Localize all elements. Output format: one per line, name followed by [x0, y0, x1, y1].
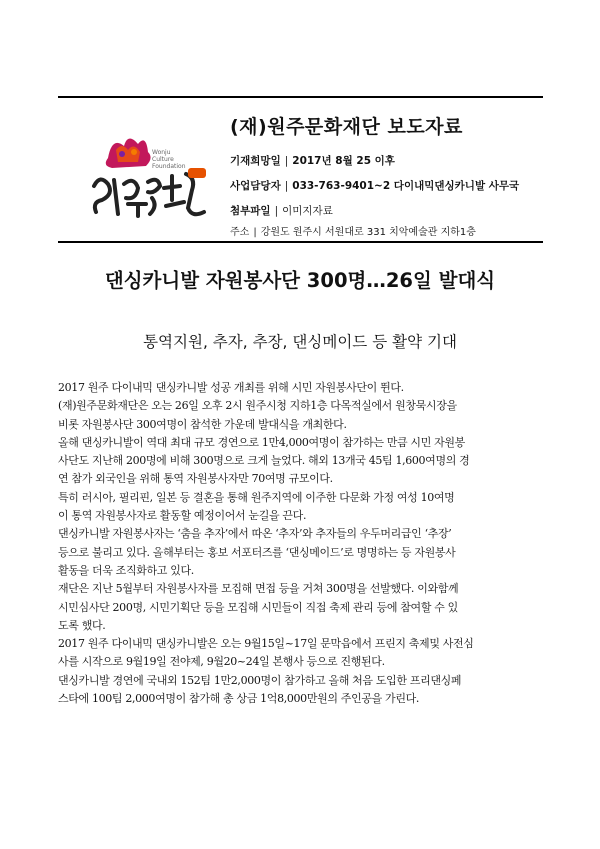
header-bottom-rule [58, 241, 543, 243]
meta-row-contact [230, 178, 519, 193]
body-line: 사를 시작으로 9월19일 전야제, 9월20~24일 본행사 등으로 진행된다. [58, 655, 385, 669]
body-line: 사단도 지난해 200명에 비해 300명으로 크게 늘었다. 해외 13개국 45팀 1,600여명의 경 [58, 454, 470, 468]
meta-value: 033-763-9401~2 다이내믹댄싱카니발 사무국 [292, 180, 520, 192]
press-release-org-title: (재)원주문화재단 보도자료 [230, 116, 463, 138]
body-line: 올해 댄싱카니발이 역대 최대 규모 경연으로 1만4,000여명이 참가하는 만큼 시민 자원봉 [58, 435, 465, 449]
meta-row-address [230, 223, 476, 238]
meta-row-attachment [230, 203, 333, 218]
meta-key: 주소 [230, 227, 250, 238]
meta-separator: | [274, 205, 279, 217]
body-line: 활동을 더욱 조직화하고 있다. [58, 563, 194, 577]
meta-key: 첨부파일 [230, 205, 271, 217]
body-line: 2017 원주 다이내믹 댄싱카니발은 오는 9월15일~17일 문막읍에서 프린지 축제및 사전심 [58, 637, 474, 651]
header-top-rule [58, 96, 543, 98]
body-line: 도록 했다. [58, 618, 106, 632]
body-line: 비롯 자원봉사단 300여명이 참석한 가운데 발대식을 개최한다. [58, 417, 347, 431]
body-line: 댄싱카니발 자원봉사자는 ‘춤을 추자’에서 따온 ‘추자’와 추자들의 우두머리급인 ‘추장’ [58, 527, 452, 541]
body-line: 재단은 지난 5월부터 자원봉사자를 모집해 면접 등을 거쳐 300명을 선발했다. 이와함께 [58, 582, 459, 596]
body-line: 댄싱카니발 경연에 국내외 152팀 1만2,000명이 참가하고 올해 처음 도입한 프리댄싱페 [58, 673, 462, 687]
foundation-logo [88, 128, 210, 224]
headline: 댄싱카니발 자원봉사단 300명…26일 발대식 [104, 269, 496, 292]
meta-value: 2017년 8월 25 이후 [292, 155, 395, 167]
meta-separator: | [284, 180, 289, 192]
meta-row-date [230, 153, 395, 168]
svg-text:Culture: Culture [152, 156, 174, 163]
body-line: 연 참가 외국인을 위해 통역 자원봉사자만 70여명 규모이다. [58, 472, 333, 486]
svg-text:Wonju: Wonju [152, 149, 171, 156]
body-line: 스타에 100팀 2,000여명이 참가해 총 상금 1억8,000만원의 주인공을 가린다. [58, 692, 420, 706]
body-line: 2017 원주 다이내믹 댄싱카니발 성공 개최를 위해 시민 자원봉사단이 뛴다. [58, 381, 404, 394]
body-line: 시민심사단 200명, 시민기획단 등을 모집해 시민들이 직접 축제 관리 등에 참여할 수 있 [58, 600, 458, 614]
subheadline: 통역지원, 추자, 추장, 댄싱메이드 등 활약 기대 [143, 333, 457, 351]
meta-value: 이미지자료 [282, 205, 333, 217]
meta-key: 사업담당자 [230, 180, 281, 192]
meta-key: 기재희망일 [230, 155, 281, 167]
article-body [58, 379, 548, 708]
body-line: (재)원주문화재단은 오는 26일 오후 2시 원주시청 지하1층 다목적실에서 원창묵시장을 [58, 399, 457, 413]
svg-text:Foundation: Foundation [152, 163, 186, 170]
meta-separator: | [253, 227, 257, 238]
body-line: 이 통역 자원봉사자로 활동할 예정이어서 눈길을 끈다. [58, 509, 307, 523]
meta-value: 강원도 원주시 서원대로 331 치악예술관 지하1층 [260, 227, 476, 238]
body-line: 등으로 불리고 있다. 올해부터는 홍보 서포터즈를 ‘댄싱메이드’로 명명하는 등 자원봉사 [58, 545, 456, 559]
logo-emblem-icon [88, 128, 210, 224]
body-line: 특히 러시아, 필리핀, 일본 등 결혼을 통해 원주지역에 이주한 다문화 가정 여성 10여명 [58, 490, 455, 504]
meta-separator: | [284, 155, 289, 167]
